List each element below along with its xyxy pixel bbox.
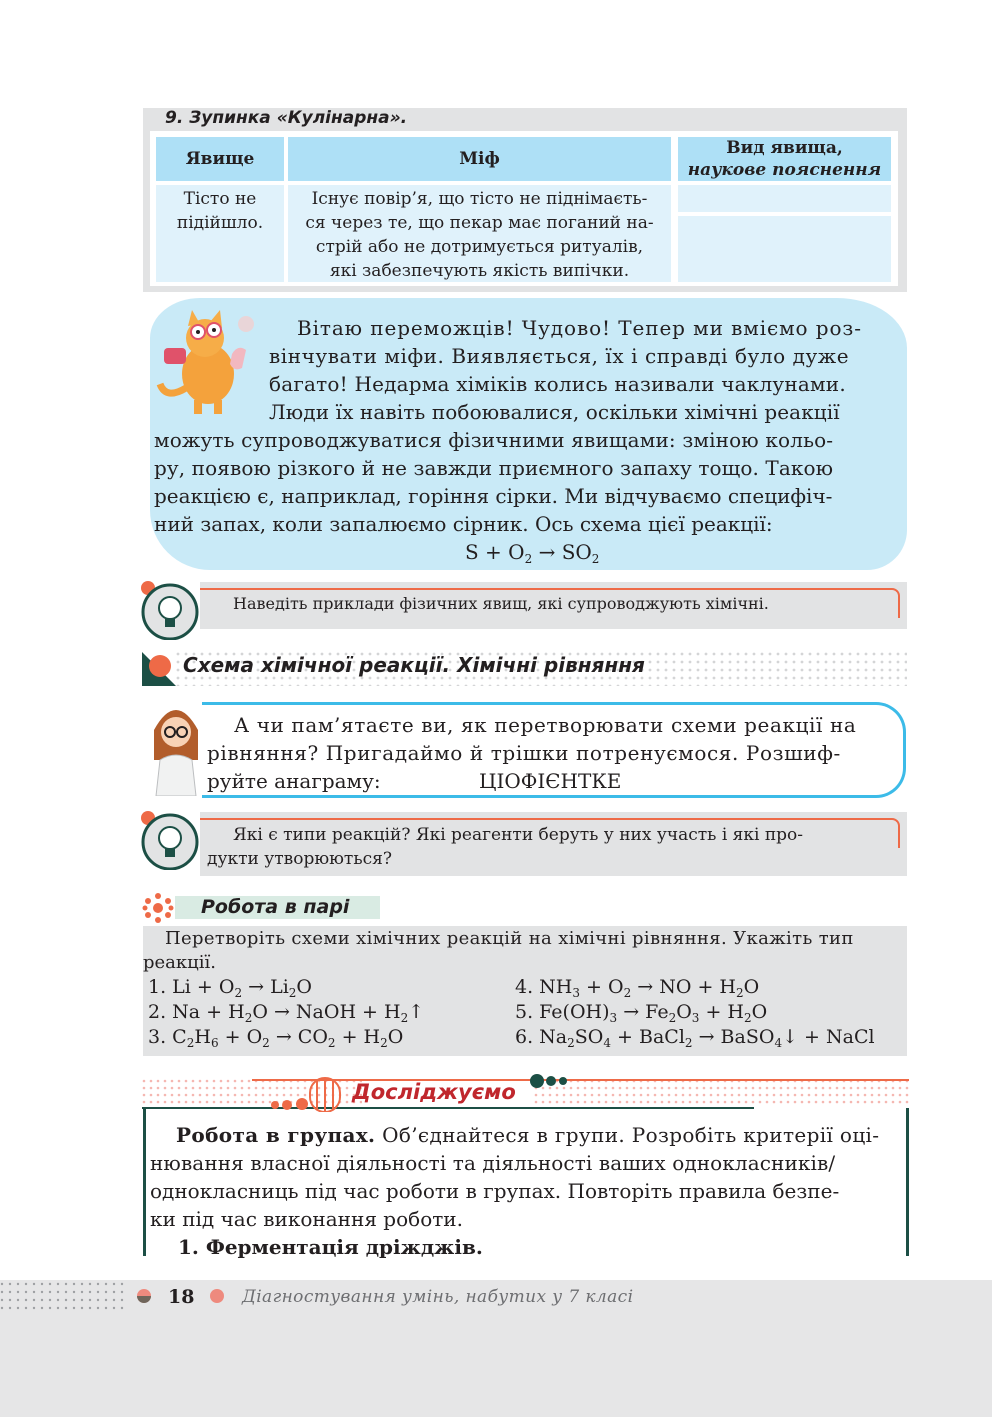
question-3-line: Які є типи реакцій? Які реагенти беруть у них участь і які про-	[233, 825, 804, 845]
equation-3: 3. $C_2H_6 + O_2 \to CO_2 + H_2O$	[148, 1026, 404, 1050]
question-2-line: А чи пам’ятаєте ви, як перетворювати схеми реакції на	[234, 713, 857, 737]
footer-bullet-icon	[136, 1288, 152, 1304]
intro-line: Вітаю переможців! Чудово! Тепер ми вміємо роз-	[297, 316, 862, 340]
explore-line: ки під час виконання роботи.	[150, 1207, 463, 1231]
table-cell-myth	[288, 185, 671, 282]
table-header-phenomenon: Явище	[156, 137, 284, 181]
intro-line: багато! Недарма хіміків колись називали чаклунами.	[269, 372, 846, 396]
question-2-line: руйте анаграму:	[207, 769, 381, 793]
cat-chemist-icon	[150, 308, 268, 420]
explore-line-1	[176, 1121, 879, 1149]
table-header-type-line1: Вид явища,	[726, 138, 843, 158]
section-title: Схема хімічної реакції. Хімічні рівняння	[183, 653, 645, 677]
myth-line: які забезпечують якість випічки.	[329, 261, 630, 281]
explore-item-1: 1. Ферментація дріжджів.	[178, 1235, 483, 1259]
intro-line: вінчувати міфи. Виявляється, їх і справді було дуже	[269, 344, 850, 368]
equation-4: 4. $NH_3 + O_2$ → NO + $H_2O$	[515, 976, 760, 1000]
footer-dots-decor	[0, 1282, 128, 1310]
anagram: ЦІОФІЄНТКЕ	[479, 769, 622, 793]
section-marker-icon	[142, 652, 176, 686]
footer-text: Діагностування умінь, набутих у 7 класі	[242, 1287, 634, 1307]
pair-task-line: Перетворіть схеми хімічних реакцій на хімічні рівняння. Укажіть тип	[165, 928, 854, 949]
pair-work-title: Робота в парі	[201, 896, 350, 918]
table-header-type	[678, 137, 891, 181]
explore-line: Об’єднайтеся в групи. Розробіть критерії оці-	[375, 1123, 880, 1147]
myth-line: стрій або не дотримується ритуалів,	[315, 237, 644, 257]
table-answer-cell-2[interactable]	[678, 216, 891, 282]
sulfur-equation	[465, 538, 599, 566]
page-number: 18	[168, 1286, 195, 1308]
eq-sub: 2	[591, 552, 600, 566]
table-header-myth: Міф	[288, 137, 671, 181]
intro-line: Люди їх навіть побоювалися, оскільки хімічні реакції	[269, 400, 840, 424]
teacher-icon	[146, 700, 206, 796]
equation-6: 6. $Na_2SO_4$ + BaCl$_2$ → BaSO$_4$↓ + NaCl	[515, 1026, 875, 1050]
question-3-line: дукти утворюються?	[207, 849, 392, 869]
table-answer-cell-1[interactable]	[678, 185, 891, 212]
explore-line: однокласниць під час роботи в групах. Повторіть правила безпе-	[150, 1179, 840, 1203]
eq-sub: 2	[524, 552, 533, 566]
table-header-type-line2: наукове пояснення	[687, 160, 882, 180]
question-2-line: рівняння? Пригадаймо й трішки потренуємося. Розшиф-	[207, 741, 841, 765]
intro-line: можуть супроводжуватися фізичними явищами: зміною кольо-	[154, 428, 834, 452]
footer-bullet-icon	[209, 1288, 225, 1304]
equation-5: 5. $Fe(OH)_3 \to Fe_2O_3 + H_2O$	[515, 1001, 768, 1025]
myth-line: Існує повір’я, що тісто не піднімаєть-	[311, 189, 648, 209]
intro-line: ний запах, коли запалюємо сірник. Ось схема цієї реакції:	[154, 512, 773, 536]
lightbulb-icon	[138, 580, 202, 640]
question-1-text: Наведіть приклади фізичних явищ, які супроводжують хімічні.	[233, 594, 769, 613]
myth-line: ся через те, що пекар має поганий на-	[305, 213, 654, 233]
pair-work-icon	[142, 893, 174, 923]
explore-line: нювання власної діяльності та діяльності ваших однокласників/	[150, 1151, 836, 1175]
equation-2: 2. $Na + H_2O$ → NaOH + $H_2↑$	[148, 1001, 425, 1025]
eq-part: S + O	[465, 540, 525, 564]
equation-1: 1. $Li + O_2 \to Li_2O$	[148, 976, 312, 1000]
intro-line: реакцією є, наприклад, горіння сірки. Ми відчуваємо специфіч-	[154, 484, 833, 508]
intro-line: ру, появою різкого й не завжди приємного запаху тощо. Такою	[154, 456, 834, 480]
phenomenon-line: Тісто не	[183, 189, 257, 209]
table-cell-phenomenon	[156, 185, 284, 282]
pair-task-line: реакції.	[143, 952, 216, 973]
myth-table	[150, 131, 898, 286]
stop-9-title: 9. Зупинка «Кулінарна».	[165, 108, 408, 128]
explore-title: Досліджуємо	[352, 1080, 516, 1104]
eq-part: → SO	[532, 540, 592, 564]
lightbulb-icon	[138, 810, 202, 870]
explore-lead: Робота в групах.	[176, 1123, 376, 1147]
phenomenon-line: підійшло.	[176, 213, 264, 233]
explore-header-decor	[142, 1072, 909, 1112]
